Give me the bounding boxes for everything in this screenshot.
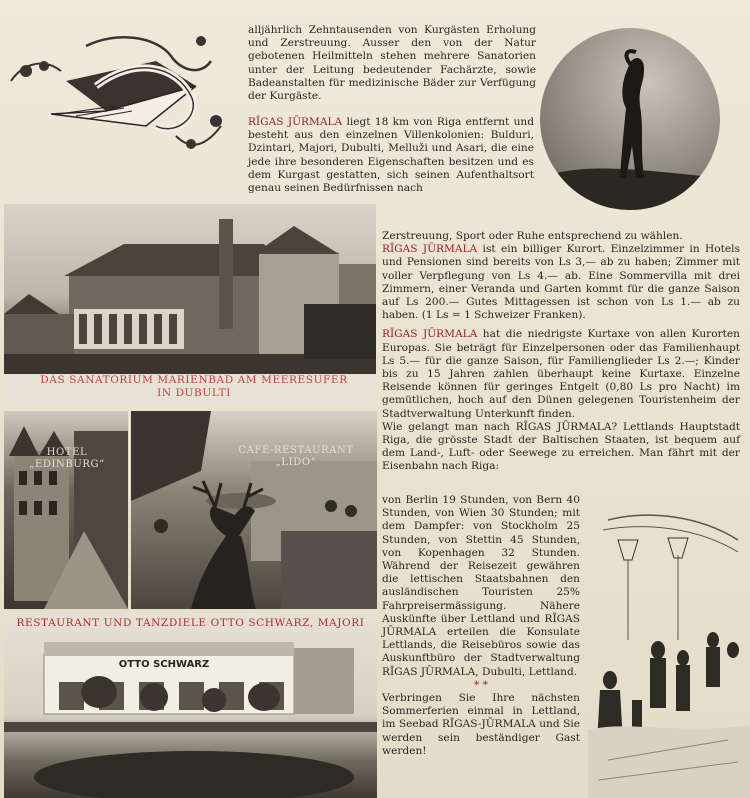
text-block-4 (382, 494, 580, 758)
paragraph-invitation: Verbringen Sie Ihre nächsten Sommerferien einmal in Lettland, im Seebad RĪGAS-JŪRMALA und Sie werden sein beständiger Gast werden! (382, 692, 580, 757)
sanatorium-photo (4, 204, 376, 406)
paragraph-connections: von Berlin 19 Stunden, von Bern 40 Stunden, von Wien 30 Stunden; mit dem Dampfer: von Stockholm 25 Stunden, von Stettin 45 Stunden, von Kopenhagen 32 Stunden. Während der Reisezeit gewähren die lettischen Staatsbahnen den ausländischen Touristen 25% Fahrpreisermässigung. Nähere Auskünfte über Lettland und RĪGAS JŪRMALA erteilen die Konsulate Lettlands, die Reisebüros sowie das Auskunftbüro der Stadtverwaltung RĪGAS JŪRMALA, Dubulti, Lettland. (382, 494, 580, 678)
hotel-caption: HOTEL „EDINBURG“ (29, 447, 105, 470)
cafe-lido-photo (131, 411, 377, 609)
text-intro (248, 24, 536, 109)
silhouette-photo (540, 28, 720, 210)
restaurant-photo (4, 612, 377, 798)
paragraph-travel: Wie gelangt man nach RĪGAS JŪRMALA? Lettlands Hauptstadt Riga, die grösste Stadt der Baltischen Staaten, ist bequem auf dem Land-, Luft- oder Seewege zu erreichen. Man fährt mit der Eisenbahn nach Riga: (382, 420, 740, 473)
piano-illustration (6, 26, 238, 156)
rigas-jurmala-heading-2: RĪGAS JŪRMALA (382, 243, 478, 256)
cafe-lido-caption: CAFÉ-RESTAURANT „LIDO“ (238, 445, 354, 468)
paragraph-intro: alljährlich Zehntausenden von Kurgästen Erholung und Zerstreuung. Ausser den von der Natur gebotenen Heilmitteln stehen mehrere Sanatorien unter der Leitung bedeutender Fachärzte, sowie Badeanstalten für medizinische Bäder zur Verfügung der Kurgäste. (248, 24, 536, 103)
interior-illustration (588, 500, 750, 798)
stars-divider: * * (474, 678, 488, 691)
sanatorium-caption: DAS SANATORIUM MARIENBAD AM MEERESUFER IN DUBULTI (40, 374, 348, 399)
paragraph-prices: ist ein billiger Kurort. Einzelzimmer in Hotels und Pensionen sind bereits von Ls 3,— ab zu haben; Zimmer mit voller Verpflegung von Ls 4.— ab. Eine Sommervilla mit drei Zimmern, einer Veranda und Garten kommt für die ganze Saison auf Ls 200.— Gutes Mittagessen ist schon von Ls 1.— ab zu haben. (1 Ls = 1 Schweizer Franken). (382, 243, 741, 322)
paragraph-location: liegt 18 km von Riga entfernt und besteht aus den einzelnen Villenkolonien: Bulduri, Dzintari, Majori, Dubulti, Melluži und Asari, die eine jede ihre besonderen Eigenschaften besitzen und es dem Kurgast gestatten, sich seinen Aufenthaltsort genau seinen Bedürfnissen nach (248, 116, 534, 195)
paragraph-choice: Zerstreuung, Sport oder Ruhe entsprechend zu wählen. (382, 230, 683, 242)
otto-schwarz-sign: OTTO SCHWARZ (118, 659, 210, 670)
paragraph-kurtaxe: hat die niedrigste Kurtaxe von allen Kurorten Europas. Sie beträgt für Einzelpersonen oder das Familienhaupt Ls 5.— für die ganze Saison, für Familienglieder Ls 2.—; Kinder bis zu 15 Jahren zahlen überhaupt keine Kurtaxe. Einzelne Reisende können für geringes Entgelt (0,80 Ls pro Nacht) im gemütlichen, hoch auf den Dünen gelegenen Touristenheim der Stadtverwaltung Unterkunft finden. (382, 328, 741, 420)
text-block-2 (248, 116, 534, 195)
restaurant-caption: RESTAURANT UND TANZDIELE OTTO SCHWARZ, MAJORI (16, 617, 365, 629)
rigas-jurmala-heading-1: RĪGAS JŪRMALA (248, 116, 343, 128)
text-block-3 (382, 230, 740, 474)
rigas-jurmala-heading-3: RĪGAS JŪRMALA (382, 328, 478, 341)
hotel-photo (4, 411, 128, 609)
